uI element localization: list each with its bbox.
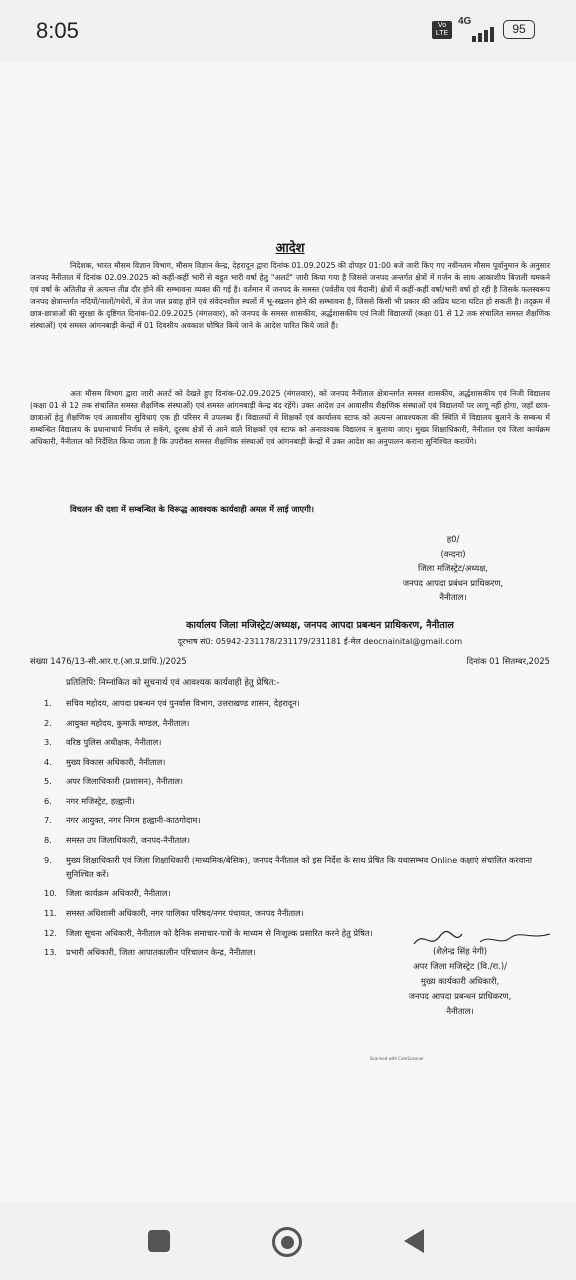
signatory-place: नैनीताल। bbox=[439, 592, 467, 602]
copy-item-text: प्रभारी अधिकारी, जिला आपातकालीन परिचालन केन्द्र, नैनीताल। bbox=[66, 947, 256, 957]
copy-item-text: जिला सूचना अधिकारी, नैनीताल को दैनिक समाचार-पत्रों के माध्यम से निःशुल्क प्रसारित करने हेतु प्रेषित। bbox=[66, 928, 373, 938]
copy-list-item bbox=[30, 884, 550, 904]
copy-list-item bbox=[30, 811, 550, 831]
document-title: आदेश bbox=[275, 241, 305, 256]
copy-item-number: 2. bbox=[44, 717, 52, 728]
copy-item-number: 13. bbox=[44, 947, 58, 957]
signatory-role: मुख्य कार्यकारी अधिकारी, bbox=[420, 976, 500, 986]
copy-item-number: 10. bbox=[44, 888, 58, 898]
reference-number: संख्या 1476/13-सी.आर.ए.(आ.प्र.प्राधि.)/2025 bbox=[30, 656, 187, 666]
volte-icon: Vo LTE bbox=[432, 21, 452, 39]
copy-item-number: 4. bbox=[44, 756, 52, 767]
copy-item-number: 11. bbox=[44, 907, 58, 918]
signatory-designation: अपर जिला मजिस्ट्रेट (वि./रा.)/ bbox=[413, 961, 507, 971]
signatory-name: (शैलेन्द्र सिंह नेगी) bbox=[432, 946, 488, 956]
status-bar bbox=[0, 0, 576, 62]
copy-item-number: 9. bbox=[44, 855, 52, 865]
battery-level: 95 bbox=[512, 22, 526, 36]
copy-list bbox=[30, 694, 550, 963]
copy-item-number: 7. bbox=[44, 815, 52, 825]
office-heading: कार्यालय जिला मजिस्ट्रेट/अध्यक्ष, जनपद आपदा प्रबन्धन प्राधिकरण, नैनीताल bbox=[186, 620, 454, 631]
signature-block-dm bbox=[356, 532, 550, 605]
copy-list-item bbox=[30, 831, 550, 851]
copy-item-number: 5. bbox=[44, 776, 52, 786]
copy-list-item bbox=[30, 694, 550, 714]
home-icon[interactable] bbox=[272, 1227, 302, 1257]
copy-item-text: समस्त अधिशासी अधिकारी, नगर पालिका परिषद/नगर पंचायत, जनपद नैनीताल। bbox=[66, 907, 304, 918]
signed-mark: ह0/ bbox=[446, 534, 460, 544]
copy-item-text: समस्त उप जिलाधिकारी, जनपद-नैनीताल। bbox=[66, 834, 190, 845]
copy-item-number: 8. bbox=[44, 834, 52, 845]
copy-item-text: मुख्य शिक्षाधिकारी एवं जिला शिक्षाधिकारी (माध्यमिक/बेसिक), जनपद नैनीताल को इस निर्देश के साथ प्रेषित कि यथासम्भव Online कक्षाएं संचालित करवाना सुनिश्चित करें। bbox=[66, 855, 533, 879]
scan-watermark: Scanned with CamScanner bbox=[370, 1056, 424, 1061]
order-paragraph-1: निदेशक, भारत मौसम विज्ञान विभाग, मौसम विज्ञान केन्द्र, देहरादून द्वारा दिनांक 01.09.2025 की दोपहर 01:00 बजे जारी किए गए नवीनतम मौसम पूर्वानुमान के अनुसार जनपद नैनीताल में दिनांक 02.09.2025 को कहीं-कहीं भारी से बहुत भारी वर्षा हेतु "अलर्ट" जारी किया गया है जिससे जनपद अन्तर्गत क्षेत्रों में गर्जन के साथ आकाशीय बिजली चमकने एवं वर्षा के अतितीव्र से अत्यन्त तीव्र दौर होने की सम्भावना व्यक्त की गई है। वर्तमान में जनपद के समस्त (पर्वतीय एवं मैदानी) क्षेत्रों में कहीं-कहीं वर्षा/भारी वर्षा हो रही है जिसके फलस्वरूप जनपद क्षेत्रान्तर्गत नदियों/नालों/गधेरों, में तेज जल प्रवाह होने एवं संवेदनशील स्थलों में भू-स्खलन होने की सम्भावना है, जिससे किसी भी प्रकार की अप्रिय घटना घटित हो सकती है। तद्क्रम में छात्र-छात्राओं की सुरक्षा के दृष्टिगत दिनांक-02.09.2025 (मंगलवार), को जनपद के समस्त शासकीय, अर्द्धशासकीय एवं निजी विद्यालयों (कक्षा 01 से 12 तक संचालित समस्त शैक्षणिक संस्थाओं) एवं समस्त आंगनबाड़ी केन्द्रों में 01 दिवसीय अवकाश घोषित किये जाने के आदेश पारित किये जाते हैं। bbox=[30, 261, 550, 330]
copy-list-item bbox=[30, 772, 550, 792]
copy-item-number: 6. bbox=[44, 795, 52, 806]
signatory-place: नैनीताल। bbox=[446, 1006, 474, 1016]
copy-item-number: 12. bbox=[44, 928, 58, 938]
signatory-designation: जिला मजिस्ट्रेट/अध्यक्ष, bbox=[418, 563, 488, 573]
copy-item-text: जिला कार्यक्रम अधिकारी, नैनीताल। bbox=[66, 888, 171, 898]
copy-list-item bbox=[30, 904, 550, 924]
office-contact: दूरभाष सं0: 05942-231178/231179/231181 ई-मेल deocnainital@gmail.com bbox=[177, 637, 463, 646]
signatory-name: (वन्दना) bbox=[440, 548, 466, 559]
copy-item-text: आयुक्त महोदय, कुमाऊँ मण्डल, नैनीताल। bbox=[66, 717, 190, 728]
battery-icon bbox=[503, 20, 535, 39]
copy-list-item bbox=[30, 753, 550, 773]
signatory-authority: जनपद आपदा प्रबन्धन प्राधिकरण, bbox=[408, 991, 512, 1001]
copy-item-text: सचिव महोदय, आपदा प्रबन्धन एवं पुनर्वास विभाग, उत्तराखण्ड शासन, देहरादून। bbox=[66, 698, 300, 708]
reference-date: दिनांक 01 सितम्बर,2025 bbox=[466, 656, 550, 666]
back-icon[interactable] bbox=[404, 1229, 424, 1253]
recent-apps-icon[interactable] bbox=[148, 1230, 170, 1252]
copy-item-text: नगर मजिस्ट्रेट, हल्द्वानी। bbox=[66, 795, 135, 806]
copy-list-item bbox=[30, 714, 550, 734]
copy-item-text: अपर जिलाधिकारी (प्रशासन), नैनीताल। bbox=[66, 776, 184, 786]
reference-line bbox=[30, 656, 550, 672]
signal-icon bbox=[458, 26, 496, 42]
document-viewer[interactable] bbox=[0, 62, 576, 1202]
order-paragraph-2: अतः मौसम विभाग द्वारा जारी अलर्ट को देखते हुए दिनांक-02.09.2025 (मंगलवार), को जनपद नैनीताल क्षेत्रान्तर्गत समस्त शासकीय, अर्द्धशासकीय एवं निजी विद्यालय (कक्षा 01 से 12 तक संचालित समस्त शैक्षणिक संस्थाओं) एवं समस्त आंगनबाड़ी केन्द्र बंद रहेंगे। उक्त आदेश उन आवासीय शैक्षणिक संस्थाओं एवं विद्यालयों पर लागू नहीं होगा, जहाँ छात्र-छात्राओं हेतु शैक्षणिक एवं आवासीय सुविधाएं एक ही परिसर में उपलब्ध हैं। विद्यालयों में शिक्षकों एवं कार्यालय स्टाफ को अत्यन्त आवश्यकता की स्थिति में विद्यालय बुलाने के सम्बन्ध में सम्बन्धित विद्यालय के प्रधानाचार्य निर्णय ले सकेंगे, दूरस्थ क्षेत्रों से आने वाले शिक्षकों एवं स्टाफ को अनावश्यक विद्यालय न बुलाया जाए। मुख्य शिक्षाधिकारी, नैनीताल एवं जिला कार्यक्रम अधिकारी, नैनीताल को निर्देशित किया जाता है कि उपरोक्त समस्त शैक्षणिक संस्थाओं एवं आंगनबाड़ी केन्द्रों में उक्त आदेश का अनुपालन कराना सुनिश्चित करायेंगे। bbox=[30, 389, 550, 446]
copy-list-item bbox=[30, 733, 550, 753]
copy-list-item bbox=[30, 792, 550, 812]
copy-item-number: 3. bbox=[44, 737, 52, 747]
copy-item-number: 1. bbox=[44, 698, 52, 708]
order-paragraph-3: विचलन की दशा में सम्बन्धित के विरूद्ध आवश्यक कार्यवाही अमल में लाई जाएगी। bbox=[70, 504, 314, 514]
copy-item-text: वरिष्ठ पुलिस अधीक्षक, नैनीताल। bbox=[66, 737, 162, 747]
signatory-authority: जनपद आपदा प्रबंधन प्राधिकरण, bbox=[402, 577, 504, 588]
clock: 8:05 bbox=[36, 18, 79, 43]
signature-block-adm bbox=[370, 944, 550, 1019]
copy-item-text: मुख्य विकास अधिकारी, नैनीताल। bbox=[66, 756, 166, 767]
network-type: 4G bbox=[458, 16, 472, 27]
copy-list-item bbox=[30, 850, 550, 884]
copy-heading: प्रतिलिपि: निम्नांकित को सूचनार्थ एवं आवश्यक कार्यवाही हेतु प्रेषित:- bbox=[66, 678, 280, 688]
copy-item-text: नगर आयुक्त, नगर निगम हल्द्वानी-काठगोदाम। bbox=[66, 815, 201, 825]
